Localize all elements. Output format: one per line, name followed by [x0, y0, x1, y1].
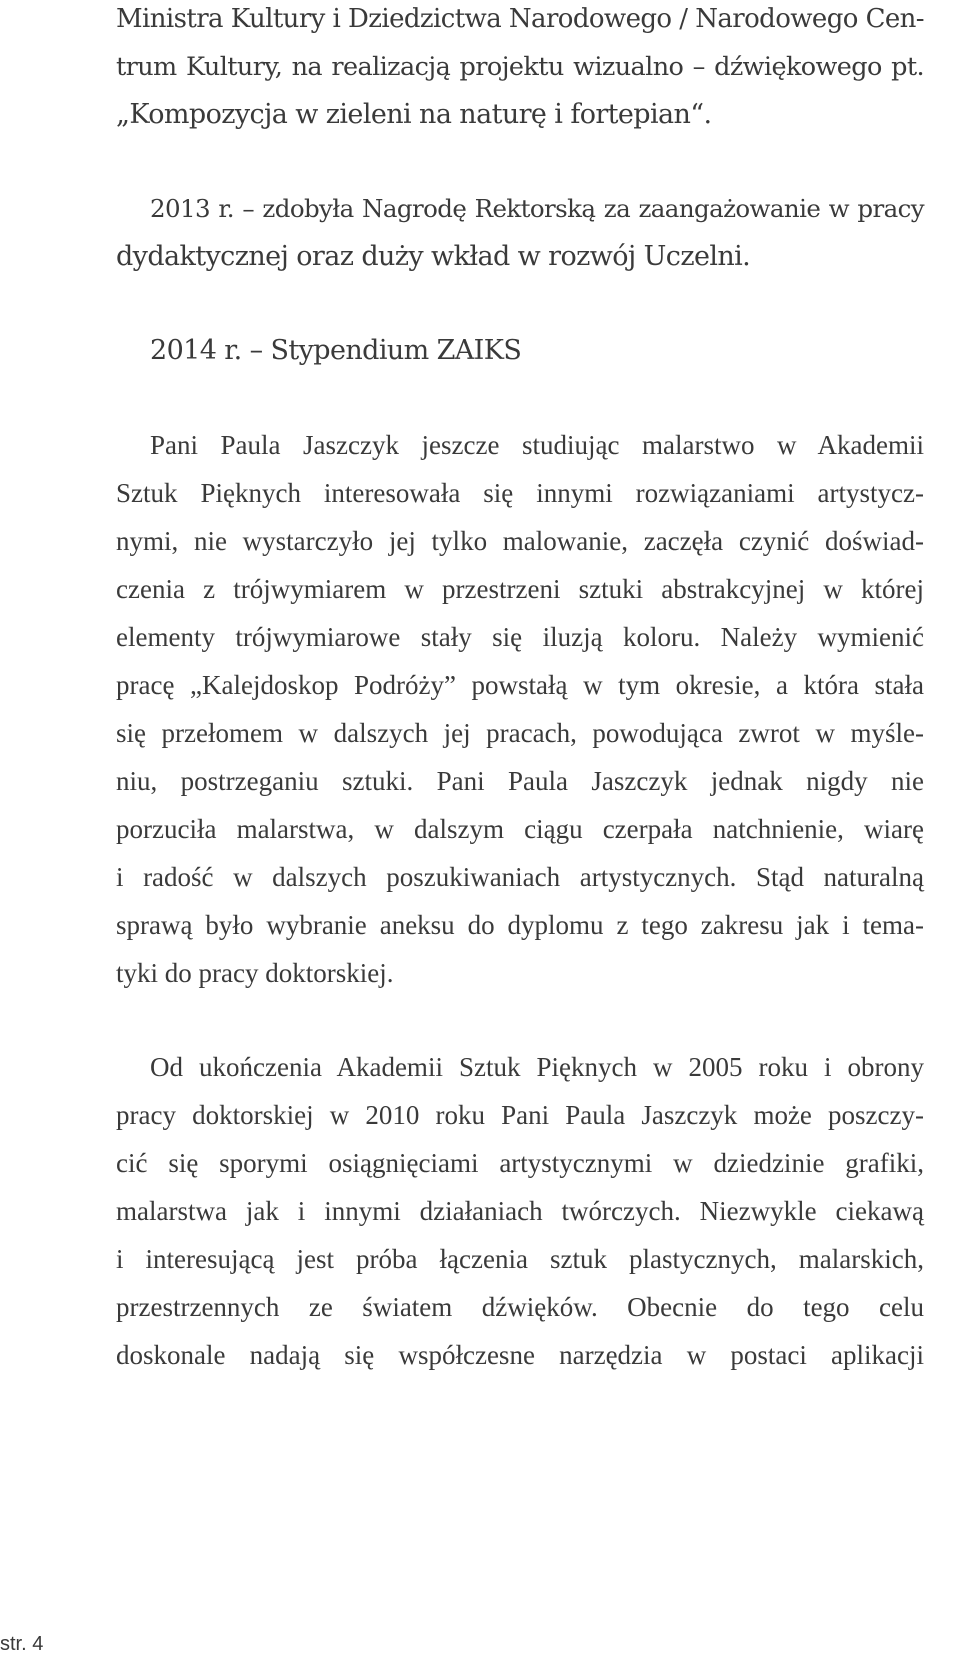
text-line: malarstwa jak i innymi działaniach twórczych. Niezwykle ciekawą	[116, 1196, 924, 1226]
text-line: i interesującą jest próba łączenia sztuk plastycznych, malarskich,	[116, 1244, 924, 1274]
text-line: nymi, nie wystarczyło jej tylko malowanie, zaczęła czynić doświad-	[116, 526, 924, 556]
text-line: dydaktycznej oraz duży wkład w rozwój Uczelni.	[116, 241, 751, 272]
text-line: Od ukończenia Akademii Sztuk Pięknych w 2005 roku i obrony	[150, 1052, 924, 1082]
text-line: „Kompozycja w zieleni na naturę i fortepian“.	[116, 99, 712, 130]
text-line: tyki do pracy doktorskiej.	[116, 958, 394, 988]
text-line: Pani Paula Jaszczyk jeszcze studiując malarstwo w Akademii	[150, 430, 924, 460]
text-line: elementy trójwymiarowe stały się iluzją koloru. Należy wymienić	[116, 622, 924, 652]
text-line: pracy doktorskiej w 2010 roku Pani Paula Jaszczyk może poszczy-	[116, 1100, 924, 1130]
text-line: Sztuk Pięknych interesowała się innymi rozwiązaniami artystycz-	[116, 478, 924, 508]
text-line: porzuciła malarstwa, w dalszym ciągu czerpała natchnienie, wiarę	[116, 814, 924, 844]
text-line: 2014 r. – Stypendium ZAIKS	[150, 335, 522, 366]
text-line: cić się sporymi osiągnięciami artystycznymi w dziedzinie grafiki,	[116, 1148, 924, 1178]
text-line: i radość w dalszych poszukiwaniach artystycznych. Stąd naturalną	[116, 862, 924, 892]
text-line: się przełomem w dalszych jej pracach, powodująca zwrot w myśle-	[116, 718, 924, 748]
text-line: sprawą było wybranie aneksu do dyplomu z tego zakresu jak i tema-	[116, 910, 924, 940]
text-line: trum Kultury, na realizacją projektu wizualno – dźwiękowego pt.	[116, 52, 924, 82]
text-line: pracę „Kalejdoskop Podróży” powstałą w tym okresie, a która stała	[116, 670, 924, 700]
text-line: Ministra Kultury i Dziedzictwa Narodowego / Narodowego Cen-	[116, 4, 924, 34]
text-line: 2013 r. – zdobyła Nagrodę Rektorską za zaangażowanie w pracy	[150, 194, 924, 223]
page-number: str. 4	[0, 1633, 44, 1655]
text-line: doskonale nadają się współczesne narzędzia w postaci aplikacji	[116, 1340, 924, 1370]
text-line: przestrzennych ze światem dźwięków. Obecnie do tego celu	[116, 1292, 924, 1322]
text-line: niu, postrzeganiu sztuki. Pani Paula Jaszczyk jednak nigdy nie	[116, 766, 924, 796]
text-line: czenia z trójwymiarem w przestrzeni sztuki abstrakcyjnej w której	[116, 574, 924, 604]
